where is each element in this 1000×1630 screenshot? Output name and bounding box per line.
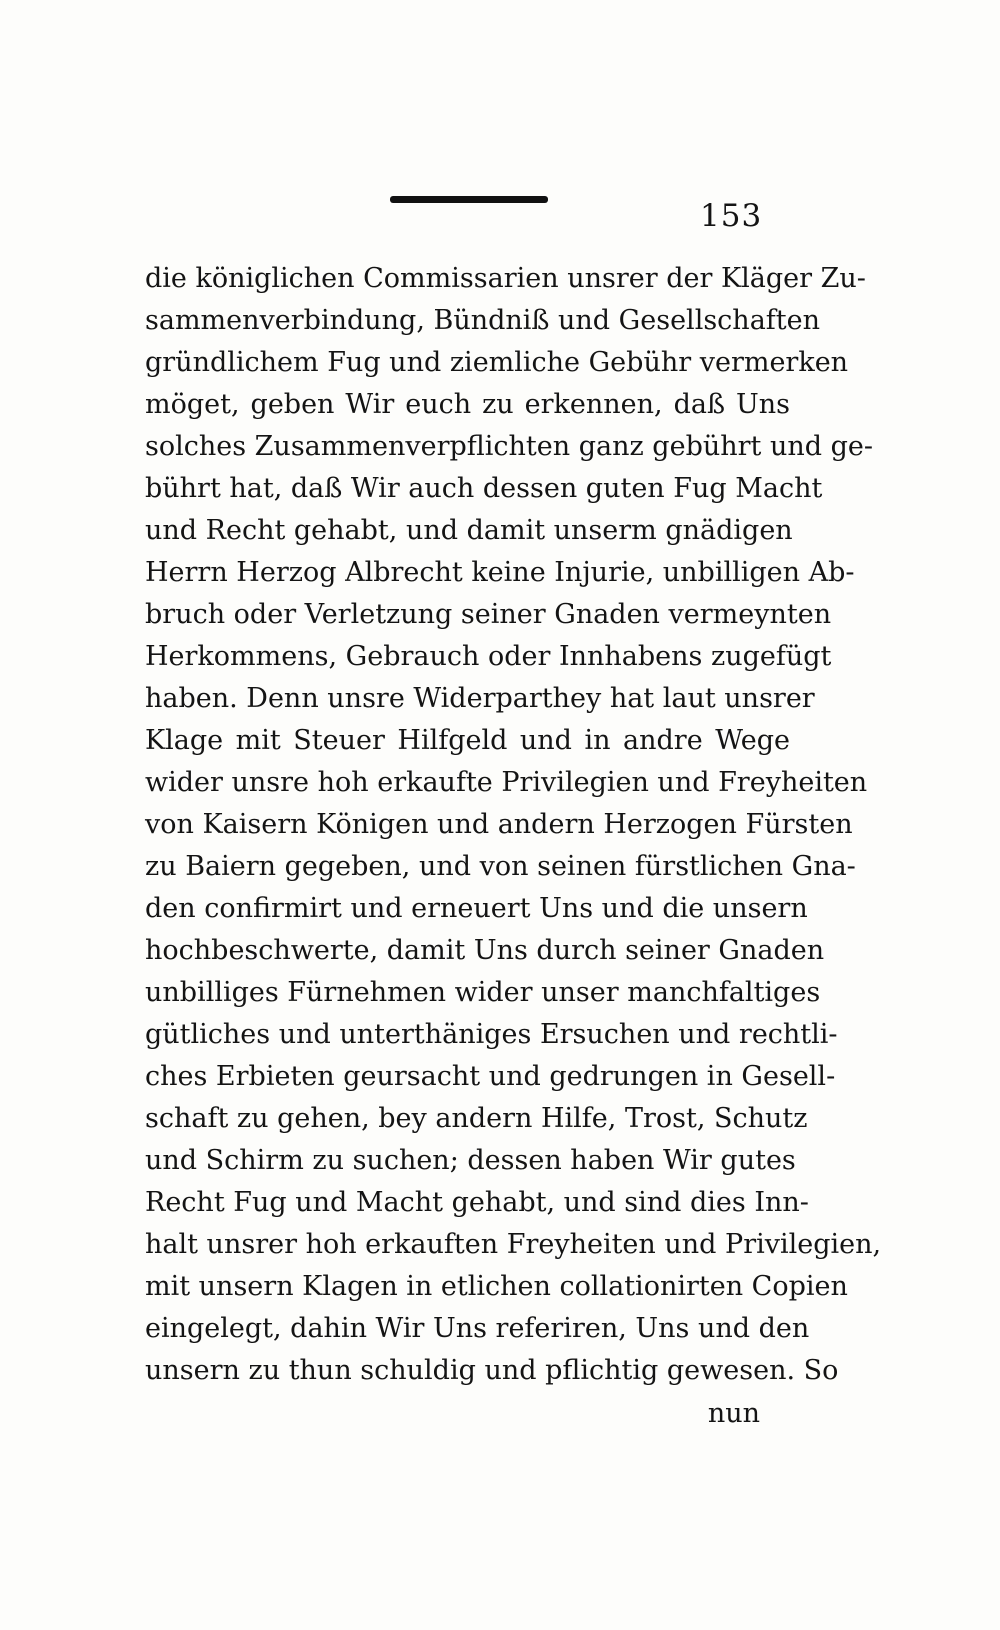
text-line: den confirmirt und erneuert Uns und die unsern: [145, 893, 808, 924]
text-line: möget, geben Wir euch zu erkennen, daß Uns: [145, 389, 790, 420]
page-number: 153: [700, 198, 763, 234]
text-line: unbilliges Fürnehmen wider unser manchfaltiges: [145, 977, 821, 1008]
text-line: Klage mit Steuer Hilfgeld und in andre Wege: [145, 725, 790, 756]
text-line: gütliches und unterthäniges Ersuchen und rechtli-: [145, 1019, 838, 1050]
text-line: die königlichen Commissarien unsrer der Kläger Zu-: [145, 263, 866, 294]
text-line: halt unsrer hoh erkauften Freyheiten und Privilegien,: [145, 1229, 882, 1260]
text-line: sammenverbindung, Bündniß und Gesellschaften: [145, 305, 820, 336]
text-line: eingelegt, dahin Wir Uns referiren, Uns und den: [145, 1313, 810, 1344]
text-line: Recht Fug und Macht gehabt, und sind dies Inn-: [145, 1187, 809, 1218]
text-line: und Recht gehabt, und damit unserm gnädigen: [145, 515, 793, 546]
text-line: von Kaisern Königen und andern Herzogen Fürsten: [145, 809, 853, 840]
text-line: bruch oder Verletzung seiner Gnaden vermeynten: [145, 599, 832, 630]
text-line: schaft zu gehen, bey andern Hilfe, Trost, Schutz: [145, 1103, 808, 1134]
text-line: ches Erbieten geursacht und gedrungen in Gesell-: [145, 1061, 836, 1092]
text-line: Herkommens, Gebrauch oder Innhabens zugefügt: [145, 641, 832, 672]
text-line: Herrn Herzog Albrecht keine Injurie, unbilligen Ab-: [145, 557, 855, 588]
header-rule: [390, 196, 548, 203]
body-text: [145, 258, 882, 1392]
text-line: gründlichem Fug und ziemliche Gebühr vermerken: [145, 347, 849, 378]
catchword: nun: [707, 1398, 760, 1429]
text-line: haben. Denn unsre Widerparthey hat laut unsrer: [145, 683, 815, 714]
text-line: unsern zu thun schuldig und pflichtig gewesen. So: [145, 1355, 839, 1386]
text-line: bührt hat, daß Wir auch dessen guten Fug Macht: [145, 473, 823, 504]
text-line: zu Baiern gegeben, und von seinen fürstlichen Gna-: [145, 851, 856, 882]
text-line: hochbeschwerte, damit Uns durch seiner Gnaden: [145, 935, 825, 966]
text-line: mit unsern Klagen in etlichen collationirten Copien: [145, 1271, 848, 1302]
text-line: solches Zusammenverpflichten ganz gebührt und ge-: [145, 431, 873, 462]
text-line: wider unsre hoh erkaufte Privilegien und Freyheiten: [145, 767, 868, 798]
text-line: und Schirm zu suchen; dessen haben Wir gutes: [145, 1145, 796, 1176]
